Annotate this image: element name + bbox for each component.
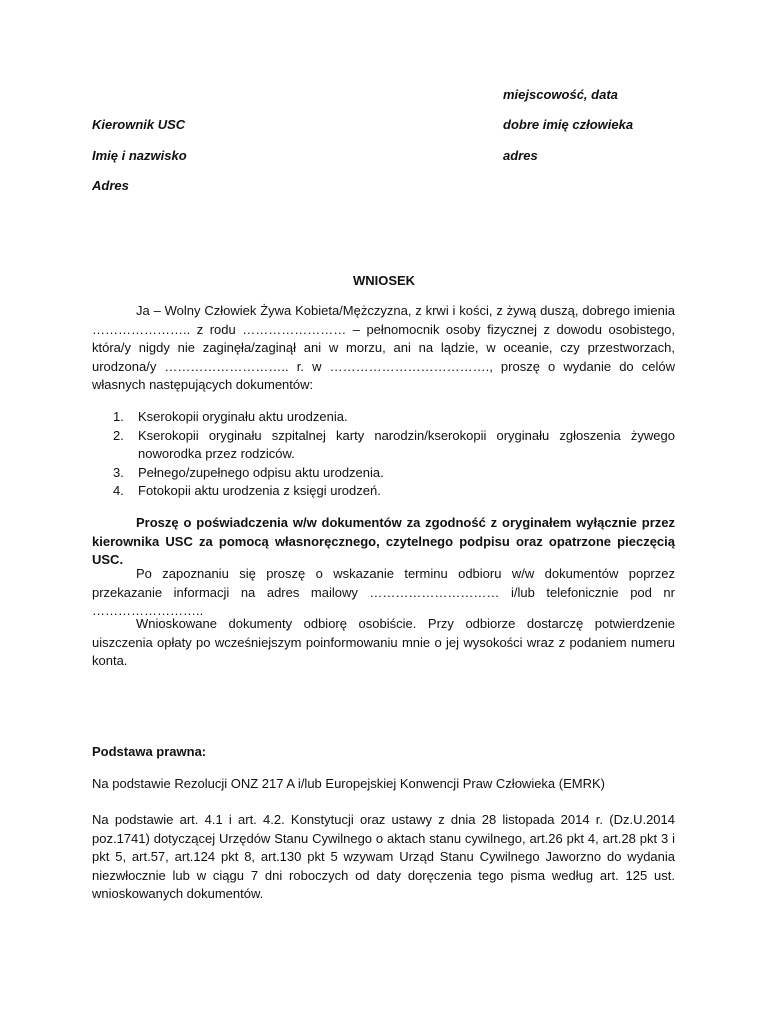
legal-basis-paragraph-1: Na podstawie Rezolucji ONZ 217 A i/lub Europejskiej Konwencji Praw Człowieka (EMRK): [92, 776, 605, 791]
intro-paragraph: Ja – Wolny Człowiek Żywa Kobieta/Mężczyzna, z krwi i kości, z żywą duszą, dobrego imienia ………………….. z rodu …………………… – pełnomocnik osoby fizycznej z dowodu osobistego, która/y nigdy nie zaginęła/zaginął ani w morzu, ani na lądzie, w oceanie, czy przestworzach, urodzona/y ……………………….. r. w ………………………………., proszę o wydanie do celów własnych następujących dokumentów:: [92, 303, 675, 392]
list-item: [92, 408, 675, 427]
pickup-request-paragraph: Po zapoznaniu się proszę o wskazanie terminu odbioru w/w dokumentów poprzez przekazanie informacji na adres mailowy ………………………… i/lub telefonicznie pod nr ……………………..: [92, 566, 675, 618]
documents-list: [92, 408, 675, 501]
list-item: [92, 482, 675, 501]
sender-address: adres: [503, 148, 538, 163]
pickup-personal-paragraph: Wnioskowane dokumenty odbiorę osobiście. Przy odbiorze dostarczę potwierdzenie uiszczenia opłaty po wcześniejszym poinformowaniu mnie o jej wysokości wraz z podaniem numeru konta.: [92, 616, 675, 668]
recipient-title: Kierownik USC: [92, 117, 186, 132]
recipient-name: Imię i nazwisko: [92, 148, 187, 163]
list-item-text: Pełnego/zupełnego odpisu aktu urodzenia.: [138, 464, 384, 480]
list-item: [92, 464, 675, 483]
list-item-number: 4.: [113, 483, 124, 498]
legal-basis-heading: Podstawa prawna:: [92, 744, 207, 759]
list-item-number: 3.: [113, 464, 124, 480]
recipient-address: Adres: [92, 178, 129, 193]
list-item: [92, 427, 675, 464]
document-title: WNIOSEK: [352, 273, 416, 288]
legal-basis-paragraph-2: Na podstawie art. 4.1 i art. 4.2. Konstytucji oraz ustawy z dnia 28 listopada 2014 r. (Dz.U.2014 poz.1741) dotyczącej Urzędów Stanu Cywilnego o aktach stanu cywilnego, art.26 pkt 4, art.28 pkt 3 i pkt 5, art.57, art.124 pkt 8, art.130 pkt 5 wzywam Urząd Stanu Cywilnego Jaworzno do wydania niezwłocznie lub w ciągu 7 dni roboczych od daty doręczenia tego pisma według art. 125 ust. wnioskowanych dokumentów.: [92, 812, 675, 901]
list-item-text: Kserokopii oryginału szpitalnej karty narodzin/kserokopii oryginału zgłoszenia żywego noworodka przez rodziców.: [138, 427, 675, 461]
place-date: miejscowość, data: [503, 87, 618, 102]
list-item-number: 1.: [113, 409, 124, 424]
list-item-text: Fotokopii aktu urodzenia z księgi urodzeń.: [138, 483, 381, 498]
sender-name: dobre imię człowieka: [503, 117, 634, 132]
list-item-text: Kserokopii oryginału aktu urodzenia.: [138, 409, 348, 424]
certification-paragraph: Proszę o poświadczenia w/w dokumentów za zgodność z oryginałem wyłącznie przez kierownika USC za pomocą własnoręcznego, czytelnego podpisu oraz opatrzone pieczęcią USC.: [92, 515, 675, 567]
list-item-number: 2.: [113, 427, 124, 443]
